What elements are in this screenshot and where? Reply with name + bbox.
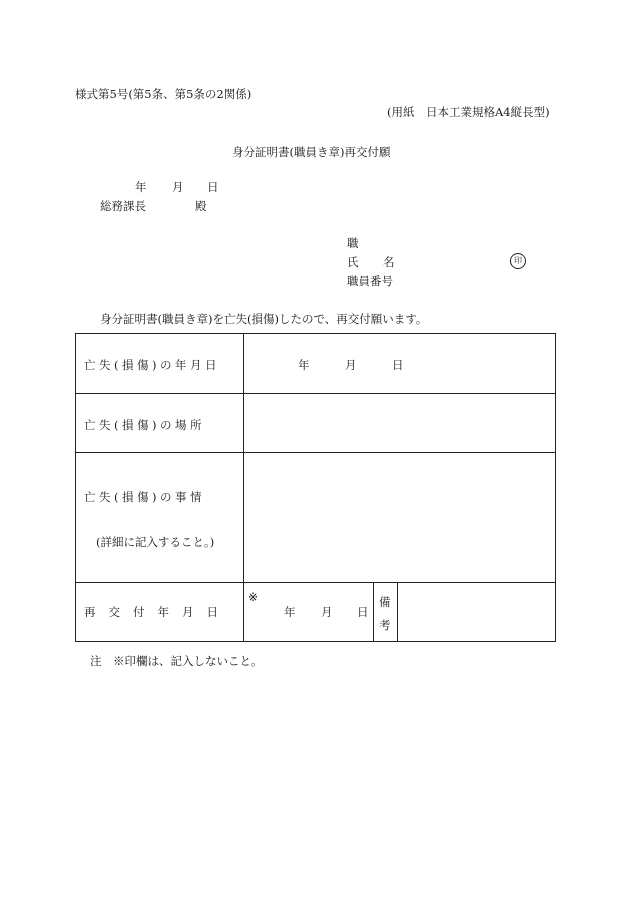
statement-text: 身分証明書(職員き章)を亡失(損傷)したので、再交付願います。: [100, 312, 428, 326]
applicant-name-label-2: 名: [383, 255, 395, 269]
applicant-name-label-1: 氏: [347, 255, 359, 269]
reissue-date-label: 再交付年月日: [84, 605, 231, 619]
date-year-label: 年: [135, 180, 147, 194]
seal-mark: 印: [510, 253, 526, 269]
form-number: 様式第5号(第5条、第5条の2関係): [75, 87, 252, 101]
footnote: 注 ※印欄は、記入しないこと。: [90, 654, 263, 668]
lost-circumstance-label: 亡失(損傷)の事情: [84, 490, 205, 504]
lost-place-label: 亡失(損傷)の場所: [84, 418, 205, 432]
office-use-mark: ※: [248, 590, 259, 604]
application-table: [75, 333, 556, 642]
date-month-label: 月: [172, 180, 184, 194]
column-divider: [373, 582, 374, 641]
document-title: 身分証明書(職員き章)再交付願: [232, 145, 391, 159]
column-divider: [243, 334, 244, 641]
row-divider: [76, 582, 555, 583]
reissue-date-day: 日: [357, 605, 369, 619]
lost-circumstance-sublabel: (詳細に記入すること。): [96, 535, 215, 549]
remarks-label-2: 考: [379, 618, 391, 632]
remarks-label-1: 備: [379, 595, 391, 609]
addressee-title: 総務課長: [100, 199, 146, 213]
addressee-honorific: 殿: [195, 199, 207, 213]
reissue-date-year: 年: [284, 605, 296, 619]
column-divider: [397, 582, 398, 641]
lost-date-label: 亡失(損傷)の年月日: [84, 358, 220, 372]
row-divider: [76, 393, 555, 394]
applicant-post-label: 職: [347, 236, 359, 250]
applicant-employee-no-label: 職員番号: [347, 274, 393, 288]
lost-date-month: 月: [345, 358, 357, 372]
reissue-date-month: 月: [321, 605, 333, 619]
paper-spec: (用紙 日本工業規格A4縦長型): [387, 105, 550, 119]
row-divider: [76, 452, 555, 453]
date-day-label: 日: [207, 180, 219, 194]
lost-date-year: 年: [298, 358, 310, 372]
lost-date-day: 日: [392, 358, 404, 372]
